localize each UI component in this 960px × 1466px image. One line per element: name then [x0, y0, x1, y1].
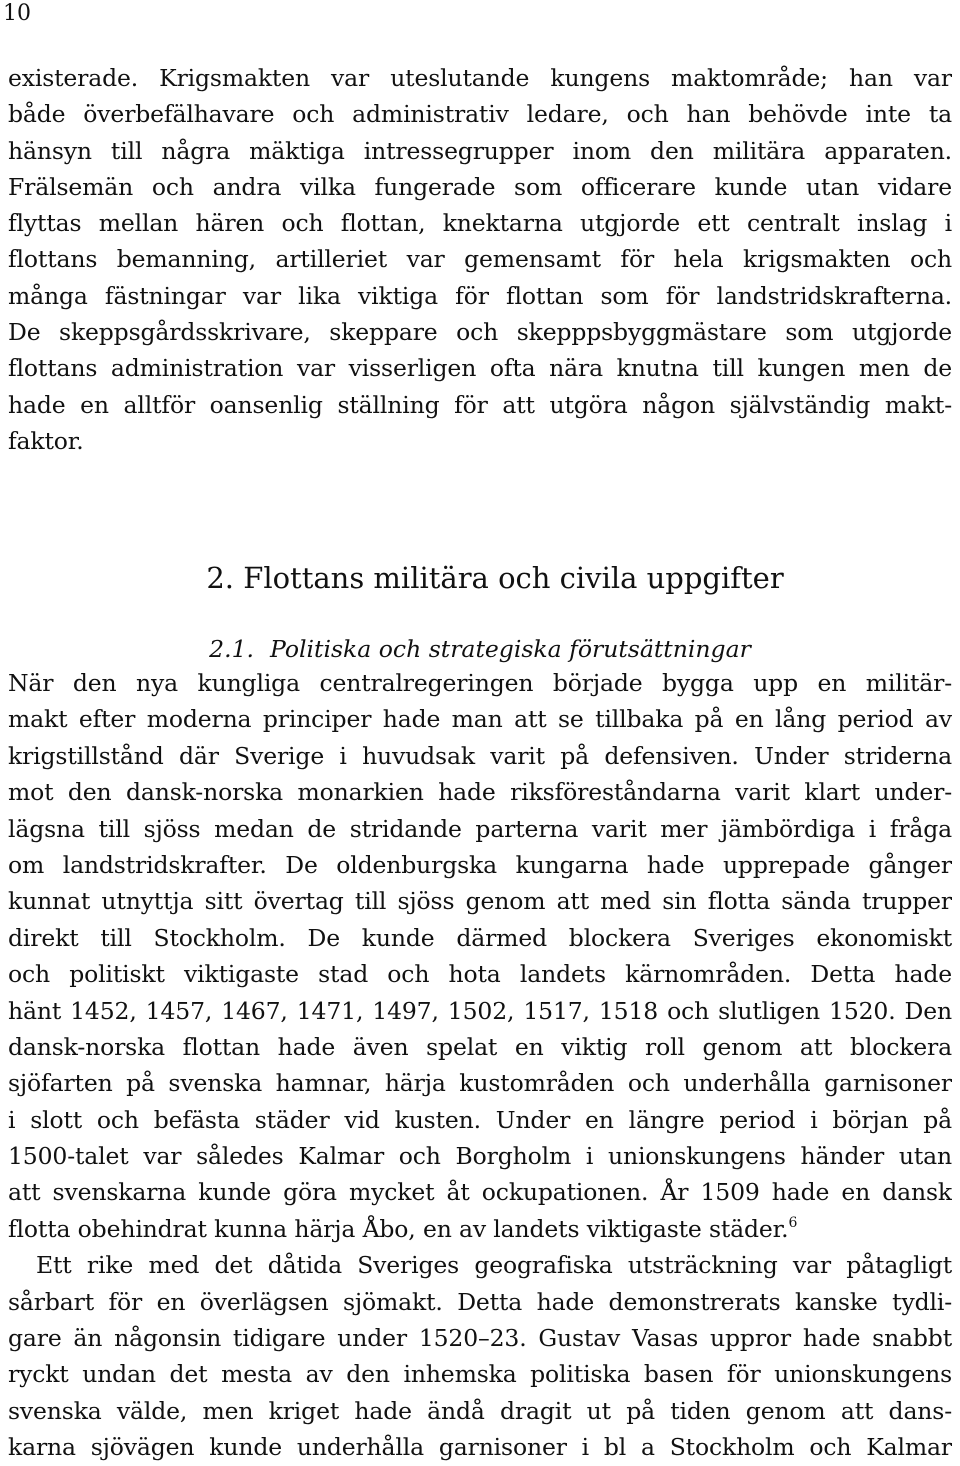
- text-line: 1500-talet var således Kalmar och Borgholm i unionskungens händer utan: [8, 1142, 952, 1171]
- text-line: hade en alltför oansenlig ställning för att utgöra någon självständig makt-: [8, 390, 952, 419]
- text-line: De skeppsgårdsskrivare, skeppare och skepppsbyggmästare som utgjorde: [8, 318, 952, 347]
- text-line: [8, 1211, 952, 1247]
- text-line: Ett rike med det dåtida Sveriges geografiska utsträckning var påtagligt: [36, 1251, 952, 1280]
- text-line: mot den dansk-norska monarkien hade riksföreståndarna varit klart under-: [8, 778, 952, 807]
- text-line: makt efter moderna principer hade man att se tillbaka på en lång period av: [8, 705, 952, 734]
- text-line-content: flotta obehindrat kunna härja Åbo, en av landets viktigaste städer.: [8, 1214, 789, 1243]
- text-line: i slott och befästa städer vid kusten. Under en längre period i början på: [8, 1105, 952, 1134]
- text-line: kunnat utnyttja sitt övertag till sjöss genom att med sin flotta sända trupper: [8, 887, 952, 916]
- text-line: lägsna till sjöss medan de stridande parterna varit mer jämbördiga i fråga: [8, 814, 952, 843]
- text-line: direkt till Stockholm. De kunde därmed blockera Sveriges ekonomiskt: [8, 923, 952, 952]
- section-heading: 2. Flottans militära och civila uppgifter: [206, 561, 784, 595]
- body-text: [8, 665, 952, 1466]
- text-line: ryckt undan det mesta av den inhemska politiska basen för unionskungens: [8, 1360, 952, 1389]
- text-line: om landstridskrafter. De oldenburgska kungarna hade upprepade gånger: [8, 850, 952, 879]
- text-line: existerade. Krigsmakten var uteslutande kungens maktområde; han var: [8, 64, 952, 92]
- text-line: Frälsemän och andra vilka fungerade som officerare kunde utan vidare: [8, 172, 952, 201]
- text-line: dansk-norska flottan hade även spelat en viktig roll genom att blockera: [8, 1032, 952, 1061]
- text-line: och politiskt viktigaste stad och hota landets kärnområden. Detta hade: [8, 960, 952, 989]
- text-line: svenska välde, men kriget hade ändå dragit ut på tiden genom att dans-: [8, 1396, 952, 1425]
- text-line: hänsyn till några mäktiga intressegrupper inom den militära apparaten.: [8, 136, 952, 165]
- text-line: sårbart för en överlägsen sjömakt. Detta hade demonstrerats kanske tydli-: [8, 1287, 952, 1316]
- text-line: många fästningar var lika viktiga för flottan som för landstridskrafterna.: [8, 281, 952, 310]
- text-line: både överbefälhavare och administrativ ledare, och han behövde inte ta: [8, 100, 952, 129]
- subsection-number: 2.1.: [209, 635, 254, 663]
- subsection-heading: [0, 634, 960, 664]
- text-line: sjöfarten på svenska hamnar, härja kustområden och underhålla garnisoner: [8, 1069, 952, 1098]
- paragraph-1: [8, 60, 952, 459]
- text-line: flottans administration var visserligen ofta nära knutna till kungen men de: [8, 354, 952, 383]
- text-line: hänt 1452, 1457, 1467, 1471, 1497, 1502, 1517, 1518 och slutligen 1520. Den: [8, 996, 952, 1025]
- text-line: krigstillstånd där Sverige i huvudsak varit på defensiven. Under striderna: [8, 741, 952, 770]
- text-line: När den nya kungliga centralregeringen började bygga upp en militär-: [8, 669, 952, 697]
- page-number: 10: [3, 1, 31, 26]
- subsection-title: Politiska och strategiska förutsättningar: [270, 635, 751, 663]
- text-line: gare än någonsin tidigare under 1520–23. Gustav Vasas uppror hade snabbt: [8, 1324, 952, 1353]
- text-line: flottans bemanning, artilleriet var gemensamt för hela krigsmakten och: [8, 245, 952, 274]
- footnote-reference[interactable]: 6: [788, 1214, 798, 1231]
- text-line: att svenskarna kunde göra mycket åt ockupationen. År 1509 hade en dansk: [8, 1178, 952, 1207]
- text-line: flyttas mellan hären och flottan, knektarna utgjorde ett centralt inslag i: [8, 209, 952, 238]
- text-line: karna sjövägen kunde underhålla garnisoner i bl a Stockholm och Kalmar: [8, 1433, 952, 1462]
- text-line: faktor.: [8, 426, 84, 455]
